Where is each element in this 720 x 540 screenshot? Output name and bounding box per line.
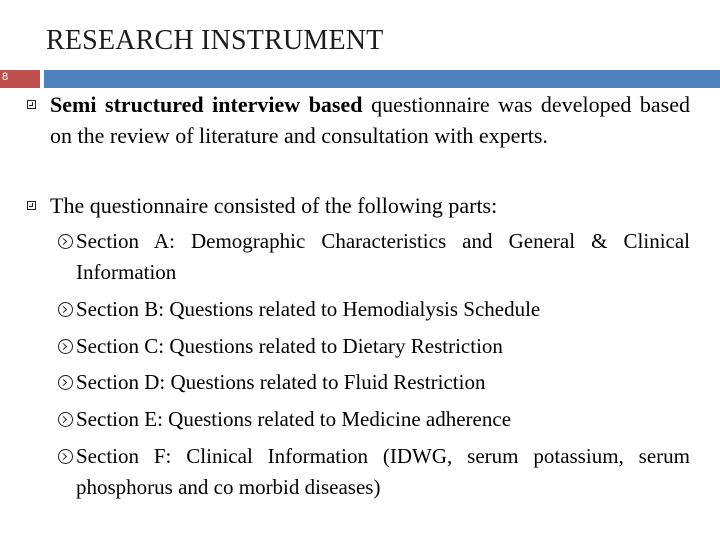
circle-chevron-icon: [58, 339, 73, 354]
bullet-1: [50, 89, 690, 151]
accent-bar: [44, 70, 720, 88]
circle-chevron-icon: [58, 234, 73, 249]
bullet-2: The questionnaire consisted of the following parts:: [50, 193, 498, 218]
circle-chevron-icon: [58, 449, 73, 464]
bullet-1-bold: Semi structured interview based: [50, 92, 363, 117]
circle-chevron-icon: [58, 412, 73, 427]
section-c-text: Section C: Questions related to Dietary Restriction: [76, 334, 503, 358]
circle-chevron-icon: [58, 302, 73, 317]
bullet-1-text: questionnaire was developed based on the review of literature and consultation with experts.: [50, 92, 690, 148]
section-b-text: Section B: Questions related to Hemodialysis Schedule: [76, 297, 541, 321]
slide-number-box: [0, 70, 40, 88]
section-e-text: Section E: Questions related to Medicine adherence: [76, 407, 512, 431]
section-f-text: Section F: Clinical Information (IDWG, serum potassium, serum phosphorus and co morbid diseases): [76, 444, 690, 499]
slide-number: 8: [2, 71, 9, 83]
section-a-text: Section A: Demographic Characteristics and General & Clinical Information: [76, 229, 690, 284]
slide-title: RESEARCH INSTRUMENT: [46, 25, 384, 56]
checkbox-bullet-icon: [27, 100, 36, 109]
checkbox-bullet-icon: [27, 201, 36, 210]
section-d-text: Section D: Questions related to Fluid Restriction: [76, 370, 486, 394]
circle-chevron-icon: [58, 375, 73, 390]
header-bar: [0, 70, 720, 88]
